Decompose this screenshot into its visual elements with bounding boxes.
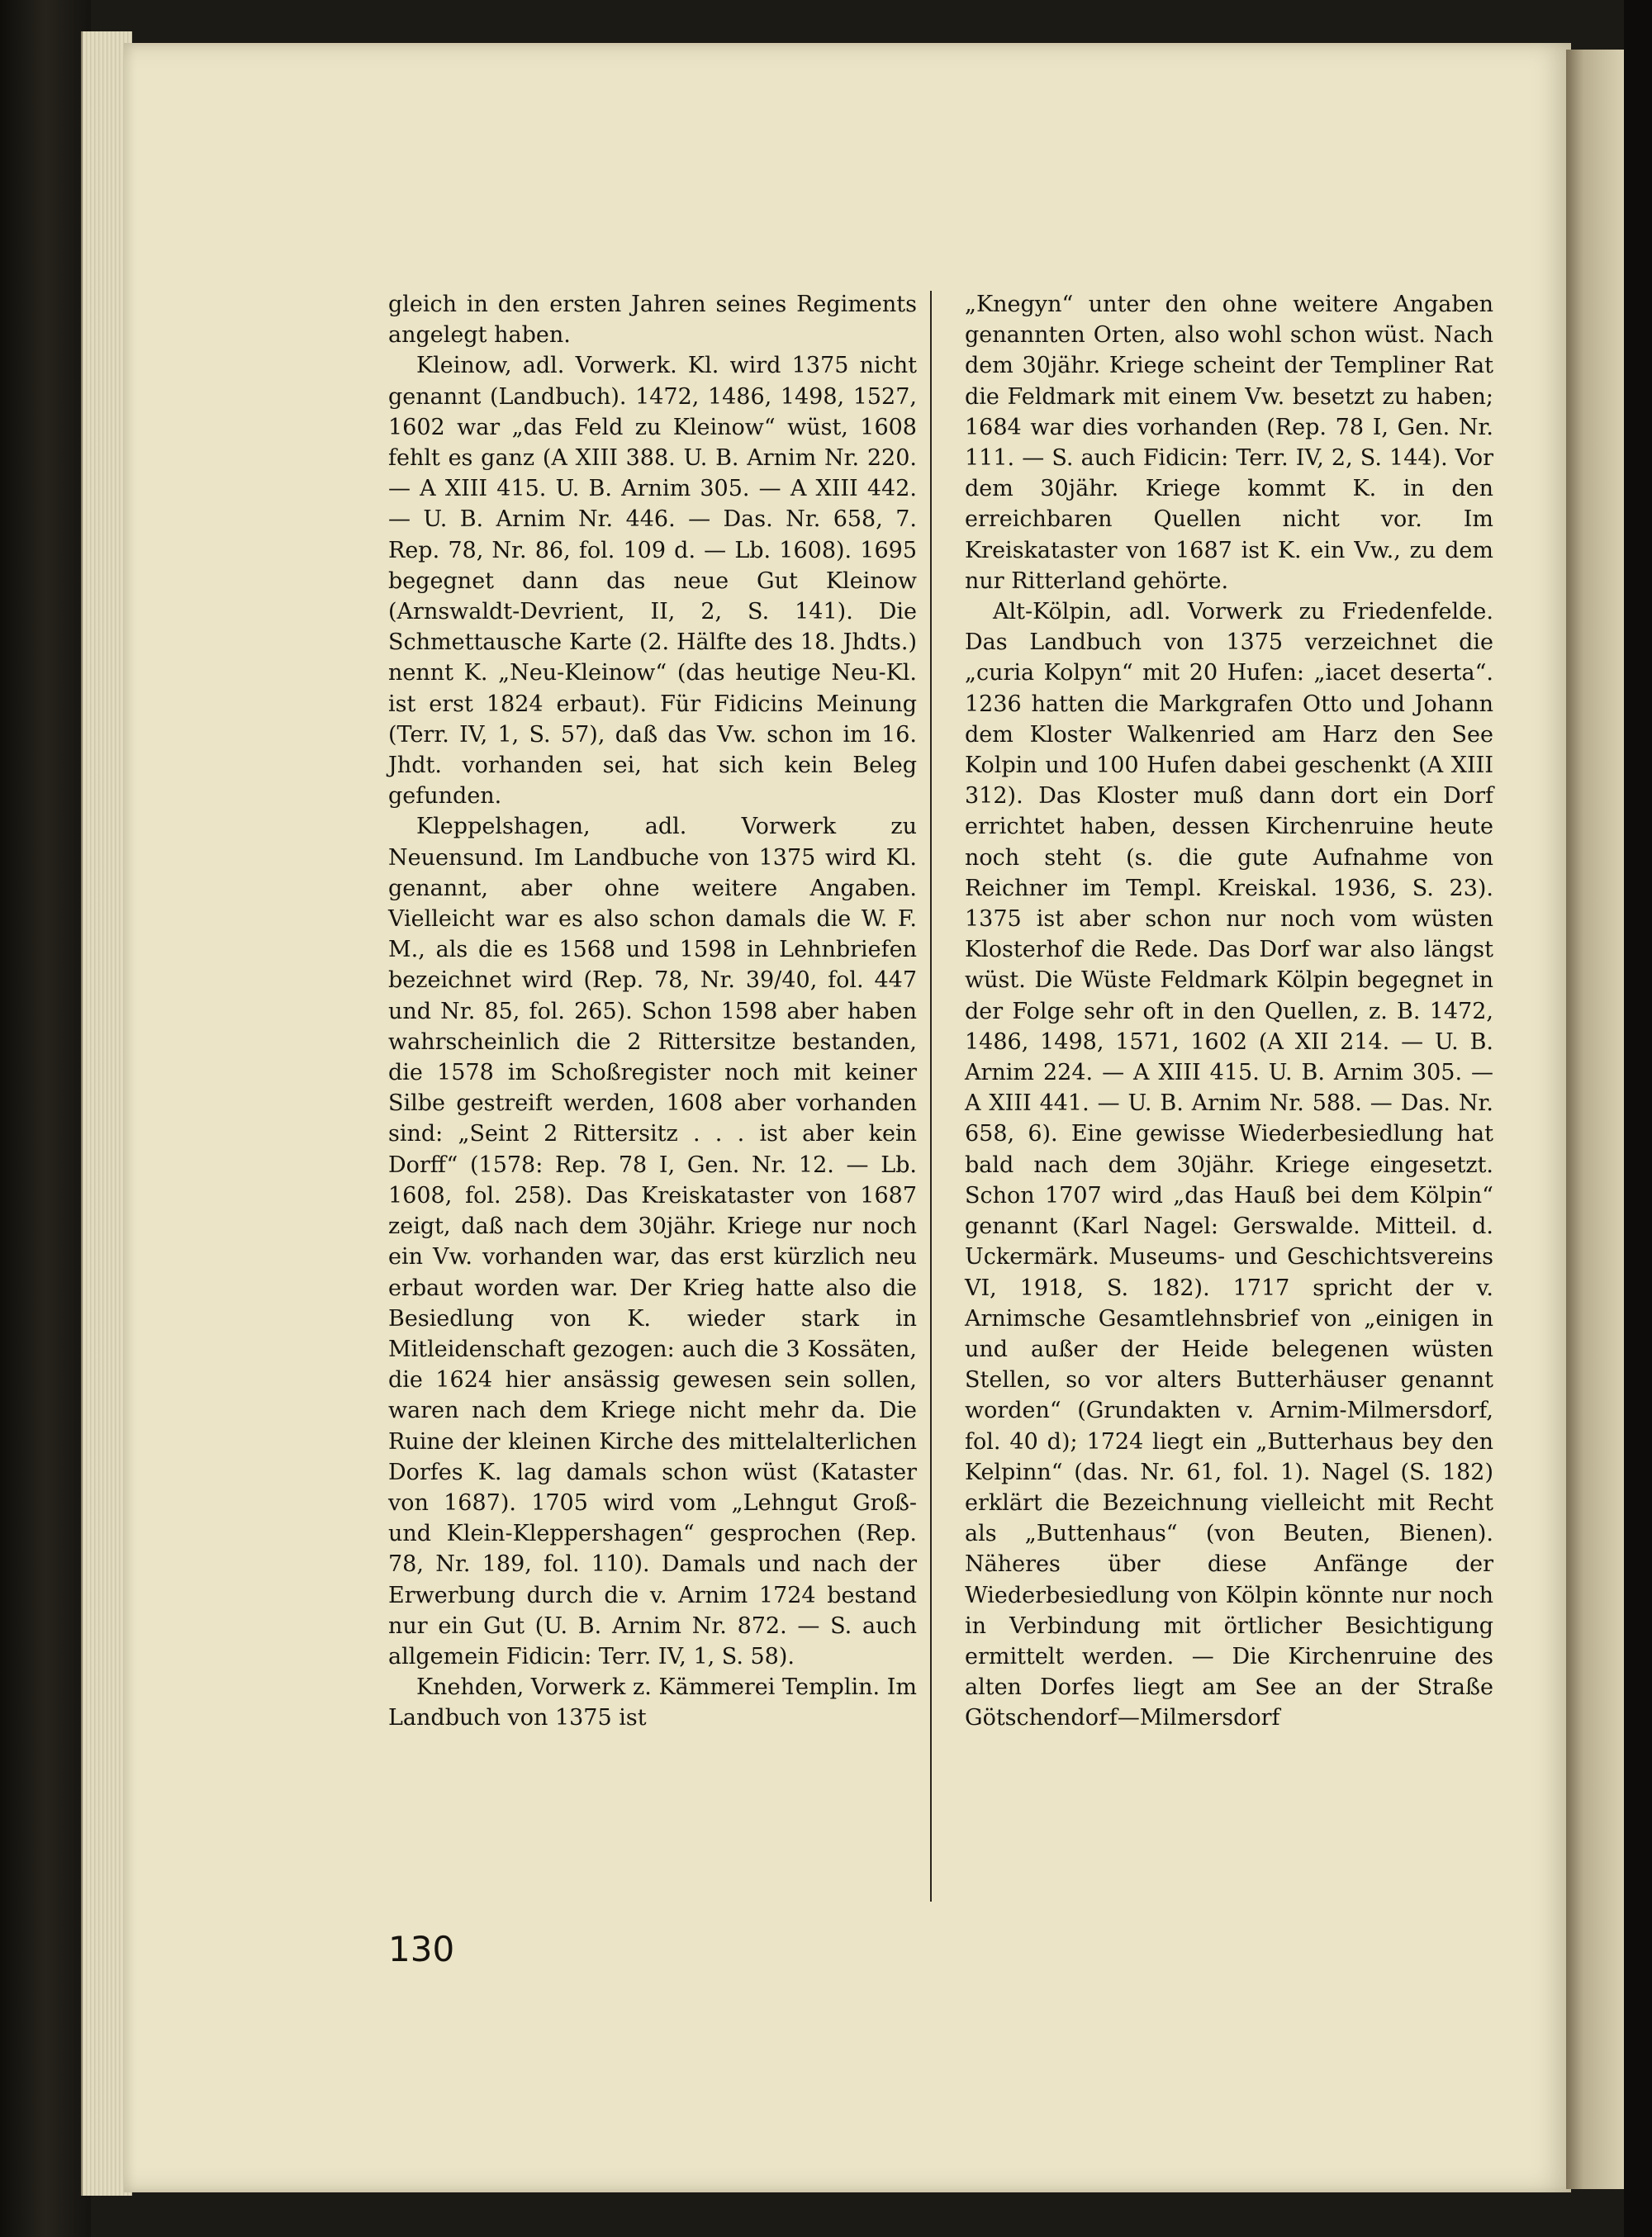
next-page-edge <box>1566 50 1624 2189</box>
entry-kleppelshagen: Kleppelshagen, adl. Vorwerk zu Neuensund. Im Landbuche von 1375 wird Kl. genannt, aber ohne weitere Angaben. Vielleicht war es also schon damals die W. F. M., als die es 1568 und 1598 in Lehnbriefen bezeichnet wird (Rep. 78, Nr. 39/40, fol. 447 und Nr. 85, fol. 265). Schon 1598 aber haben wahrscheinlich die 2 Rittersitze bestanden, die 1578 im Schoßregister noch mit keiner Silbe gestreift werden, 1608 aber vorhanden sind: „Seint 2 Rittersitz . . . ist aber kein Dorff“ (1578: Rep. 78 I, Gen. Nr. 12. — Lb. 1608, fol. 258). Das Kreiskataster von 1687 zeigt, daß nach dem 30jähr. Kriege nur noch ein Vw. vorhanden war, das erst kürzlich neu erbaut worden war. Der Krieg hatte also die Besiedlung von K. wieder stark in Mitleidenschaft gezogen: auch die 3 Kossäten, die 1624 hier ansässig gewesen sein sollen, waren nach dem Kriege nicht mehr da. Die Ruine der kleinen Kirche des mittelalterlichen Dorfes K. lag damals schon wüst (Kataster von 1687). 1705 wird vom „Lehngut Groß- und Klein-Kleppershagen“ gesprochen (Rep. 78, Nr. 189, fol. 110). Damals und nach der Erwerbung durch die v. Arnim 1724 bestand nur ein Gut (U. B. Arnim Nr. 872. — S. auch allgemein Fidicin: Terr. IV, 1, S. 58). <box>388 814 917 1669</box>
entry-alt-koelpin: Alt-Kölpin, adl. Vorwerk zu Friedenfelde. Das Landbuch von 1375 verzeichnet die „curia Kolpyn“ mit 20 Hufen: „iacet deserta“. 1236 hatten die Markgrafen Otto und Johann dem Kloster Walkenried am Harz den See Kolpin und 100 Hufen dabei geschenkt (A XIII 312). Das Kloster muß dann dort ein Dorf errichtet haben, dessen Kirchenruine heute noch steht (s. die gute Aufnahme von Reichner im Templ. Kreiskal. 1936, S. 23). 1375 ist aber schon nur noch vom wüsten Klosterhof die Rede. Das Dorf war also längst wüst. Die Wüste Feldmark Kölpin begegnet in der Folge sehr oft in den Quellen, z. B. 1472, 1486, 1498, 1571, 1602 (A XII 214. — U. B. Arnim 224. — A XIII 415. U. B. Arnim 305. — A XIII 441. — U. B. Arnim Nr. 588. — Das. Nr. 658, 6). Eine gewisse Wiederbesiedlung hat bald nach dem 30jähr. Kriege eingesetzt. Schon 1707 wird „das Hauß bei dem Kölpin“ genannt (Karl Nagel: Gerswalde. Mitteil. d. Uckermärk. Museums- und Geschichtsvereins VI, 1918, S. 182). 1717 spricht der v. Arnimsche Gesamtlehnsbrief von „einigen in und außer der Heide belegenen wüsten Stellen, so vor alters Butterhäuser genannt worden“ (Grundakten v. Arnim-Milmersdorf, fol. 40 d); 1724 liegt ein „Butterhaus bey den Kelpinn“ (das. Nr. 61, fol. 1). Nagel (S. 182) erklärt die Bezeichnung vielleicht mit Recht als „Buttenhaus“ (von Beuten, Bienen). Näheres über diese Anfänge der Wiederbesiedlung von Kölpin könnte nur noch in Verbindung mit örtlicher Besichtigung ermittelt werden. — Die Kirchenruine des alten Dorfes liegt am See an der Straße Götschendorf—Milmersdorf <box>965 599 1493 1731</box>
page-number: 130 <box>388 1929 455 1969</box>
right-column <box>965 289 1493 1734</box>
book-cover-left <box>0 0 91 2237</box>
left-column <box>388 289 917 1734</box>
entry-kleinow: Kleinow, adl. Vorwerk. Kl. wird 1375 nicht genannt (Landbuch). 1472, 1486, 1498, 1527, 1602 war „das Feld zu Kleinow“ wüst, 1608 fehlt es ganz (A XIII 388. U. B. Arnim Nr. 220. — A XIII 415. U. B. Arnim 305. — A XIII 442. — U. B. Arnim Nr. 446. — Das. Nr. 658, 7. Rep. 78, Nr. 86, fol. 109 d. — Lb. 1608). 1695 begegnet dann das neue Gut Kleinow (Arnswaldt-Devrient, II, 2, S. 141). Die Schmettausche Karte (2. Hälfte des 18. Jhdts.) nennt K. „Neu-Kleinow“ (das heutige Neu-Kl. ist erst 1824 erbaut). Für Fidicins Meinung (Terr. IV, 1, S. 57), daß das Vw. schon im 16. Jhdt. vorhanden sei, hat sich kein Beleg gefunden. <box>388 353 917 810</box>
book-cover-right <box>1624 0 1652 2237</box>
paragraph-continuation: gleich in den ersten Jahren seines Regiments angelegt haben. <box>388 292 917 349</box>
entry-knehden-continued: „Knegyn“ unter den ohne weitere Angaben genannten Orten, also wohl schon wüst. Nach dem 30jähr. Kriege scheint der Templiner Rat die Feldmark mit einem Vw. besetzt zu haben; 1684 war dies vorhanden (Rep. 78 I, Gen. Nr. 111. — S. auch Fidicin: Terr. IV, 2, S. 144). Vor dem 30jähr. Kriege kommt K. in den erreichbaren Quellen nicht vor. Im Kreiskataster von 1687 ist K. ein Vw., zu dem nur Ritterland gehörte. <box>965 292 1493 594</box>
entry-knehden: Knehden, Vorwerk z. Kämmerei Templin. Im Landbuch von 1375 ist <box>388 1674 917 1731</box>
column-divider <box>930 291 932 1902</box>
